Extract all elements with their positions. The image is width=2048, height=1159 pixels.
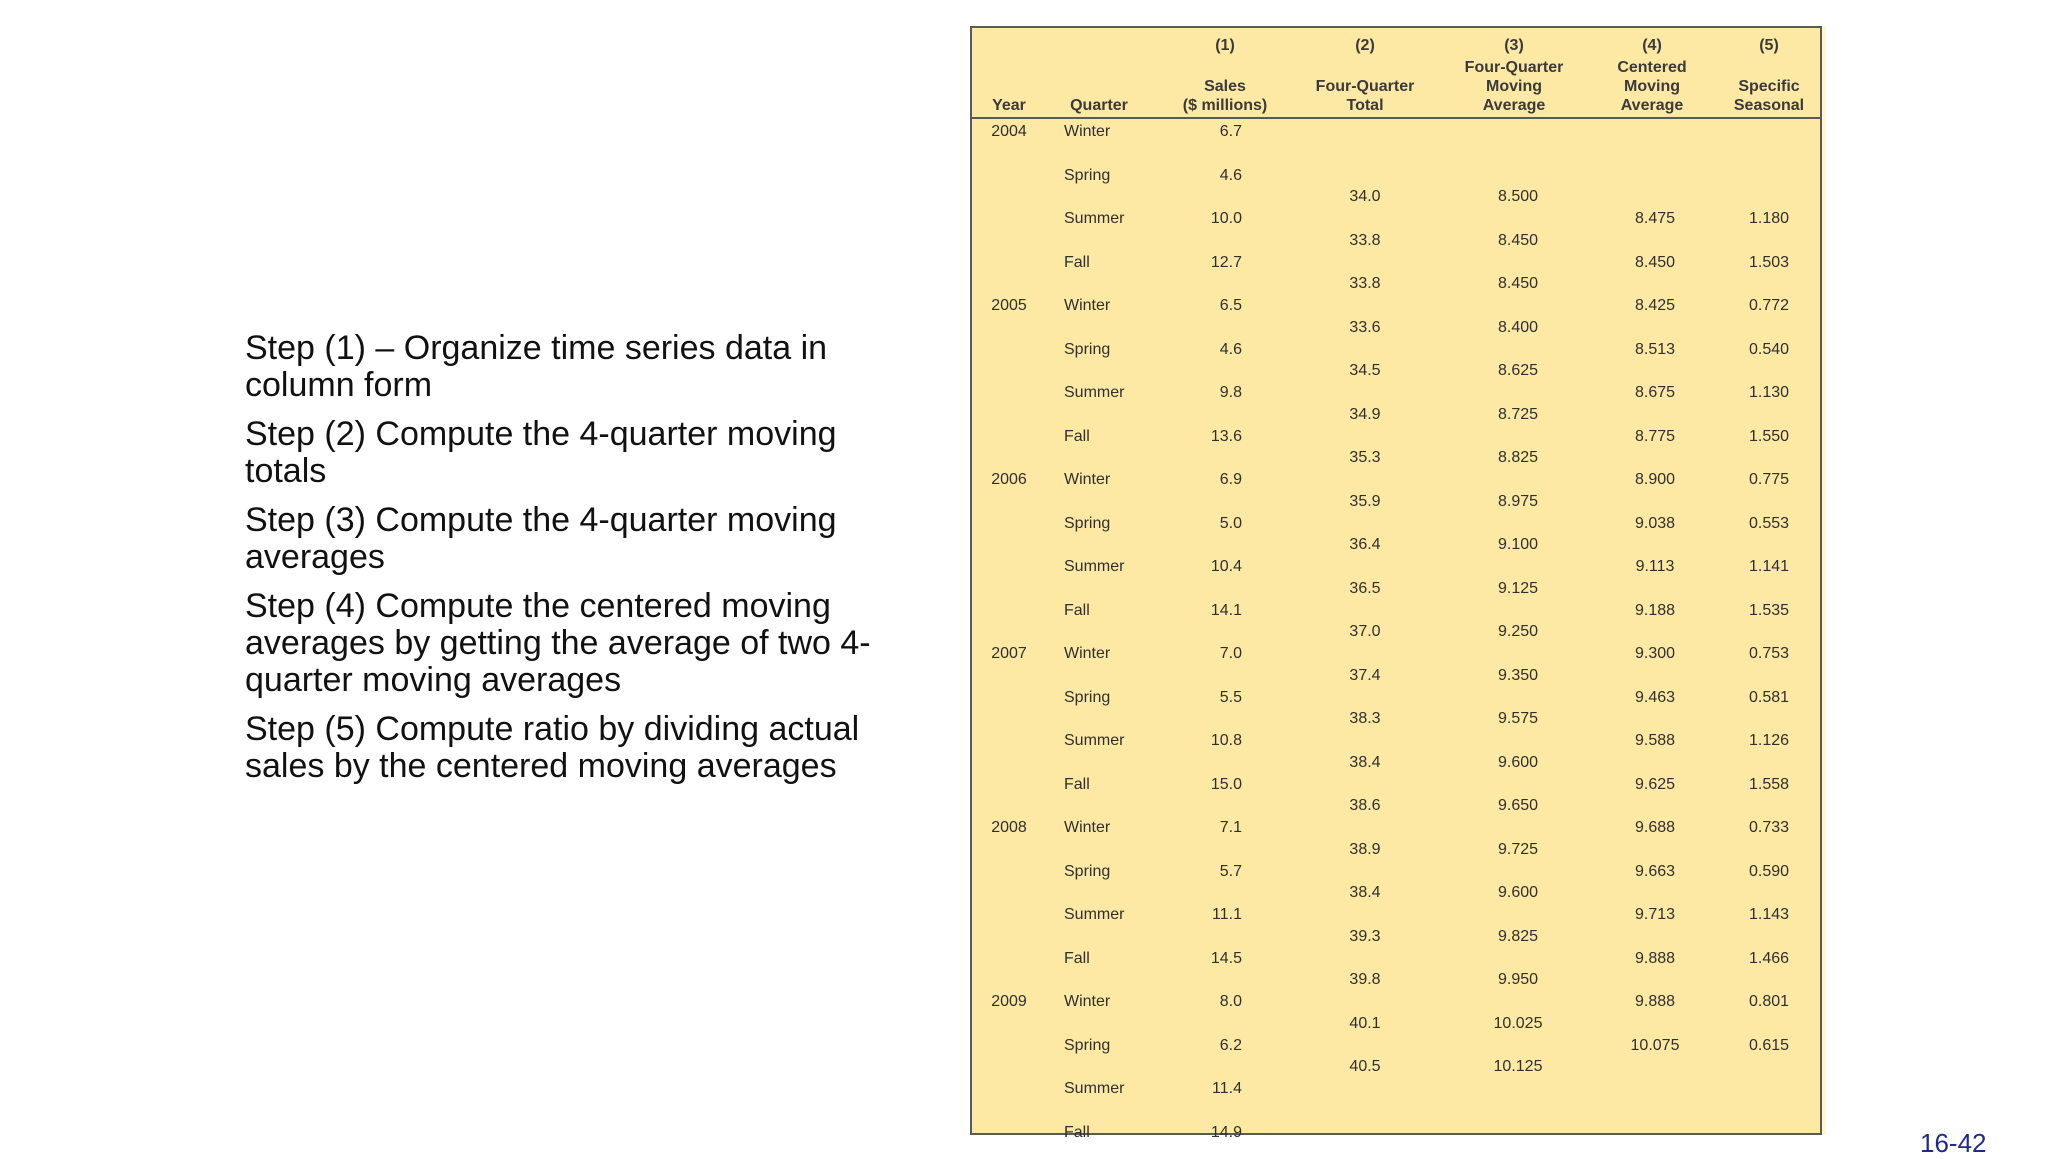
cell-four-quarter-total: 36.4 <box>1349 536 1381 554</box>
cell-four-quarter-average: 8.500 <box>1497 188 1539 206</box>
cell-sales: 6.2 <box>1219 1036 1242 1054</box>
header-col4-line3: Average <box>1620 97 1684 114</box>
cell-specific-seasonal: 1.130 <box>1748 384 1790 401</box>
cell-centered-moving-average: 10.075 <box>1630 1036 1680 1054</box>
cell-year: 2005 <box>991 297 1027 314</box>
cell-centered-moving-average: 9.588 <box>1634 732 1676 749</box>
cell-four-quarter-total: 34.9 <box>1349 405 1381 423</box>
cell-quarter: Fall <box>1064 775 1090 793</box>
cell-specific-seasonal: 0.733 <box>1748 819 1790 836</box>
cell-sales: 10.8 <box>1210 732 1242 749</box>
cell-sales: 7.0 <box>1219 645 1242 662</box>
cell-four-quarter-average: 9.250 <box>1497 623 1539 641</box>
cell-quarter: Winter <box>1064 471 1111 488</box>
cell-centered-moving-average: 9.888 <box>1634 993 1676 1010</box>
header-col4-label <box>1617 58 1686 115</box>
cell-four-quarter-total: 34.0 <box>1349 188 1381 206</box>
cell-quarter: Spring <box>1064 166 1111 184</box>
cell-sales: 6.7 <box>1219 123 1242 140</box>
cell-specific-seasonal: 1.143 <box>1748 906 1790 923</box>
cell-four-quarter-total: 40.5 <box>1349 1058 1381 1076</box>
cell-sales: 5.5 <box>1219 688 1242 706</box>
cell-quarter: Fall <box>1064 949 1090 967</box>
header-col2-line2: Total <box>1346 97 1384 114</box>
cell-four-quarter-average: 8.450 <box>1497 275 1539 293</box>
cell-four-quarter-average: 9.600 <box>1497 753 1539 771</box>
cell-quarter: Spring <box>1064 862 1111 880</box>
cell-four-quarter-average: 9.825 <box>1497 927 1539 945</box>
cell-centered-moving-average: 9.888 <box>1634 949 1676 967</box>
cell-specific-seasonal: 1.535 <box>1748 601 1790 619</box>
cell-specific-seasonal: 0.581 <box>1748 688 1790 706</box>
header-col5-line2: Seasonal <box>1733 97 1805 114</box>
cell-year: 2008 <box>991 819 1027 836</box>
cell-sales: 9.8 <box>1219 384 1242 401</box>
cell-quarter: Fall <box>1064 1123 1090 1141</box>
cell-quarter: Fall <box>1064 601 1090 619</box>
cell-four-quarter-average: 8.625 <box>1497 362 1539 380</box>
cell-centered-moving-average: 8.450 <box>1634 253 1676 271</box>
cell-quarter: Fall <box>1064 253 1090 271</box>
cell-specific-seasonal: 0.540 <box>1748 340 1790 358</box>
header-col4-line1: Centered <box>1617 59 1687 76</box>
cell-four-quarter-total: 40.1 <box>1349 1014 1381 1032</box>
cell-specific-seasonal: 1.466 <box>1748 949 1790 967</box>
cell-quarter: Winter <box>1064 297 1111 314</box>
cell-centered-moving-average: 9.113 <box>1635 558 1675 575</box>
header-col2-line1: Four-Quarter <box>1315 78 1415 95</box>
cell-sales: 14.1 <box>1210 601 1242 619</box>
cell-centered-moving-average: 8.775 <box>1634 427 1676 445</box>
header-col2-label <box>1316 77 1415 115</box>
cell-specific-seasonal: 0.775 <box>1748 471 1790 488</box>
header-col3-line3: Average <box>1482 97 1546 114</box>
cell-quarter: Summer <box>1064 210 1125 227</box>
cell-centered-moving-average: 8.425 <box>1634 297 1676 314</box>
cell-sales: 11.1 <box>1212 906 1242 923</box>
step-2: Step (2) Compute the 4-quarter moving totals <box>245 415 837 490</box>
cell-specific-seasonal: 1.558 <box>1748 775 1790 793</box>
cell-sales: 10.0 <box>1210 210 1242 227</box>
cell-specific-seasonal: 0.772 <box>1748 297 1790 314</box>
header-col1-number: (1) <box>1215 37 1235 54</box>
header-col5-line1: Specific <box>1738 78 1800 95</box>
cell-quarter: Fall <box>1064 427 1090 445</box>
cell-four-quarter-average: 9.600 <box>1497 884 1539 902</box>
cell-four-quarter-total: 38.4 <box>1349 753 1381 771</box>
cell-quarter: Winter <box>1064 645 1111 662</box>
cell-centered-moving-average: 9.188 <box>1634 601 1676 619</box>
cell-four-quarter-average: 8.825 <box>1497 449 1539 467</box>
cell-four-quarter-average: 9.575 <box>1497 710 1539 728</box>
cell-quarter: Winter <box>1064 819 1111 836</box>
cell-four-quarter-average: 9.125 <box>1497 579 1539 597</box>
cell-sales: 7.1 <box>1219 819 1242 836</box>
cell-four-quarter-total: 35.3 <box>1349 449 1381 467</box>
cell-sales: 6.5 <box>1219 297 1242 314</box>
seasonal-index-table <box>970 26 1822 1141</box>
cell-year: 2004 <box>991 123 1027 140</box>
step-4: Step (4) Compute the centered moving averages by getting the average of two 4-quarter moving averages <box>245 587 871 699</box>
step-list <box>245 330 905 797</box>
cell-four-quarter-average: 8.450 <box>1497 231 1539 249</box>
cell-four-quarter-total: 36.5 <box>1349 579 1381 597</box>
cell-centered-moving-average: 9.038 <box>1634 514 1676 532</box>
cell-specific-seasonal: 0.801 <box>1748 993 1790 1010</box>
cell-sales: 10.4 <box>1210 558 1242 575</box>
cell-centered-moving-average: 9.300 <box>1634 645 1676 662</box>
cell-specific-seasonal: 0.553 <box>1748 514 1790 532</box>
cell-four-quarter-average: 9.100 <box>1497 536 1539 554</box>
cell-specific-seasonal: 1.503 <box>1748 253 1790 271</box>
cell-four-quarter-total: 37.0 <box>1349 623 1381 641</box>
cell-centered-moving-average: 9.625 <box>1634 775 1676 793</box>
step-3: Step (3) Compute the 4-quarter moving averages <box>245 501 837 576</box>
cell-four-quarter-total: 34.5 <box>1349 362 1381 380</box>
cell-sales: 12.7 <box>1210 253 1242 271</box>
cell-four-quarter-average: 9.725 <box>1497 840 1539 858</box>
cell-quarter: Summer <box>1064 732 1125 749</box>
cell-sales: 14.9 <box>1210 1123 1242 1141</box>
cell-specific-seasonal: 0.615 <box>1748 1036 1790 1054</box>
cell-four-quarter-total: 39.8 <box>1349 971 1381 989</box>
cell-centered-moving-average: 8.675 <box>1634 384 1676 401</box>
cell-centered-moving-average: 8.475 <box>1634 210 1676 227</box>
cell-specific-seasonal: 0.590 <box>1748 862 1790 880</box>
header-col5-number: (5) <box>1759 37 1779 54</box>
header-col1-label <box>1183 77 1267 115</box>
header-col4-line2: Moving <box>1623 78 1680 95</box>
cell-four-quarter-average: 8.725 <box>1497 405 1539 423</box>
cell-four-quarter-average: 9.650 <box>1497 797 1539 815</box>
header-col2-number: (2) <box>1355 37 1375 54</box>
cell-four-quarter-total: 38.3 <box>1349 710 1381 728</box>
header-col4-number: (4) <box>1642 37 1662 54</box>
header-col5-label <box>1734 77 1804 115</box>
cell-year: 2009 <box>991 993 1027 1010</box>
cell-quarter: Summer <box>1064 558 1125 575</box>
cell-four-quarter-average: 8.975 <box>1497 492 1539 510</box>
cell-specific-seasonal: 0.753 <box>1748 645 1790 662</box>
cell-quarter: Summer <box>1064 906 1125 923</box>
cell-four-quarter-total: 33.6 <box>1349 318 1381 336</box>
header-divider <box>972 117 1820 119</box>
cell-centered-moving-average: 9.663 <box>1634 862 1676 880</box>
cell-quarter: Spring <box>1064 1036 1111 1054</box>
cell-quarter: Summer <box>1064 1080 1125 1097</box>
cell-year: 2007 <box>991 645 1027 662</box>
cell-four-quarter-total: 33.8 <box>1349 231 1381 249</box>
cell-four-quarter-total: 38.6 <box>1349 797 1381 815</box>
cell-four-quarter-average: 10.025 <box>1493 1014 1543 1032</box>
cell-sales: 4.6 <box>1219 166 1242 184</box>
cell-sales: 4.6 <box>1219 340 1242 358</box>
cell-four-quarter-total: 38.9 <box>1349 840 1381 858</box>
cell-specific-seasonal: 1.141 <box>1748 558 1790 575</box>
cell-sales: 15.0 <box>1210 775 1242 793</box>
cell-sales: 11.4 <box>1212 1080 1242 1097</box>
cell-sales: 5.0 <box>1219 514 1242 532</box>
cell-quarter: Winter <box>1064 993 1111 1010</box>
step-5: Step (5) Compute ratio by dividing actual sales by the centered moving averages <box>245 710 860 785</box>
cell-quarter: Spring <box>1064 688 1111 706</box>
cell-centered-moving-average: 9.463 <box>1634 688 1676 706</box>
header-col3-label <box>1465 58 1564 115</box>
cell-centered-moving-average: 8.513 <box>1634 340 1676 358</box>
cell-centered-moving-average: 8.900 <box>1634 471 1676 488</box>
cell-four-quarter-average: 10.125 <box>1493 1058 1543 1076</box>
page-number: 16-42 <box>1920 1128 1987 1158</box>
header-col3-number: (3) <box>1504 37 1524 54</box>
cell-quarter: Spring <box>1064 514 1111 532</box>
cell-sales: 5.7 <box>1219 862 1242 880</box>
cell-specific-seasonal: 1.126 <box>1748 732 1790 749</box>
cell-specific-seasonal: 1.550 <box>1748 427 1790 445</box>
cell-centered-moving-average: 9.713 <box>1634 906 1676 923</box>
cell-sales: 13.6 <box>1210 427 1242 445</box>
cell-four-quarter-average: 8.400 <box>1497 318 1539 336</box>
header-col3-line2: Moving <box>1485 78 1542 95</box>
step-1: Step (1) – Organize time series data in column form <box>245 329 828 404</box>
cell-four-quarter-total: 39.3 <box>1349 927 1381 945</box>
cell-four-quarter-total: 37.4 <box>1349 666 1381 684</box>
header-col3-line1: Four-Quarter <box>1464 59 1564 76</box>
cell-year: 2006 <box>991 471 1027 488</box>
header-year: Year <box>992 97 1026 114</box>
header-col1-line1: Sales <box>1204 78 1246 95</box>
cell-quarter: Summer <box>1064 384 1125 401</box>
cell-four-quarter-average: 9.950 <box>1497 971 1539 989</box>
cell-four-quarter-total: 33.8 <box>1349 275 1381 293</box>
cell-four-quarter-average: 9.350 <box>1497 666 1539 684</box>
cell-specific-seasonal: 1.180 <box>1748 210 1790 227</box>
cell-four-quarter-total: 38.4 <box>1349 884 1381 902</box>
cell-four-quarter-total: 35.9 <box>1349 492 1381 510</box>
cell-sales: 14.5 <box>1210 949 1242 967</box>
cell-centered-moving-average: 9.688 <box>1634 819 1676 836</box>
header-col1-line2: ($ millions) <box>1182 97 1268 114</box>
header-quarter: Quarter <box>1070 97 1128 114</box>
cell-sales: 8.0 <box>1219 993 1242 1010</box>
cell-quarter: Winter <box>1064 123 1111 140</box>
cell-quarter: Spring <box>1064 340 1111 358</box>
cell-sales: 6.9 <box>1219 471 1242 488</box>
